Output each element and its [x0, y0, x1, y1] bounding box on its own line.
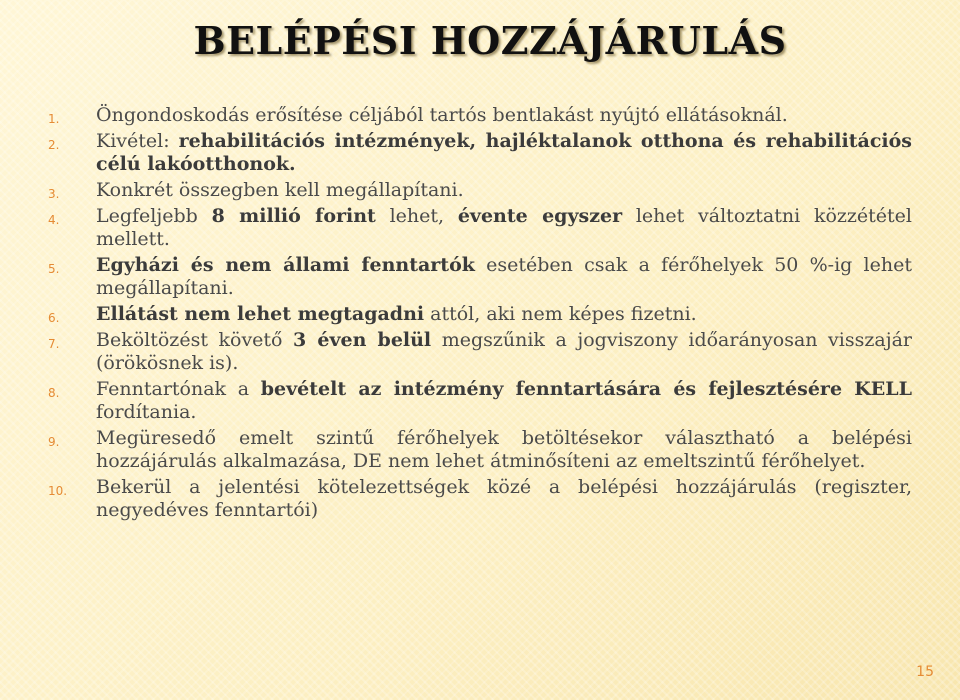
text-segment: Konkrét összegben kell megállapítani.	[96, 179, 464, 201]
text-segment: megszűnik a jogviszony időarányosan visszajár (örökösnek is).	[96, 329, 912, 374]
emphasized-text: 8 millió forint	[211, 205, 376, 227]
list-item	[48, 476, 912, 522]
list-item-number: 8.	[48, 386, 60, 400]
list-item-text	[96, 427, 912, 472]
list-item-number: 1.	[48, 112, 60, 126]
list-item-number: 6.	[48, 311, 60, 325]
list-item	[48, 254, 912, 300]
list-item-number: 7.	[48, 337, 60, 351]
list-item	[48, 329, 912, 375]
text-segment: Kivétel:	[96, 130, 179, 152]
list-item-text	[96, 179, 464, 201]
list-item-text	[96, 303, 697, 325]
list-item	[48, 104, 912, 127]
numbered-list	[48, 104, 912, 525]
emphasized-text: rehabilitációs intézmények, hajléktalanok otthona és rehabilitációs célú lakóotthonok.	[96, 130, 912, 175]
emphasized-text: Egyházi és nem állami fenntartók	[96, 254, 475, 276]
list-item-number: 3.	[48, 187, 60, 201]
list-item-number: 2.	[48, 138, 60, 152]
list-item-text	[96, 205, 912, 250]
list-item-number: 4.	[48, 213, 60, 227]
page-number: 15	[916, 664, 934, 680]
text-segment: Bekerül a jelentési kötelezettségek közé a belépési hozzájárulás (regiszter, negyedéves fenntartói)	[96, 476, 912, 521]
text-segment: Legfeljebb	[96, 205, 212, 227]
list-item-text	[96, 104, 788, 126]
text-segment: fordítania.	[96, 401, 197, 423]
emphasized-text: Ellátást nem lehet megtagadni	[96, 303, 425, 325]
text-segment: lehet,	[375, 205, 458, 227]
list-item	[48, 205, 912, 251]
list-item-number: 9.	[48, 435, 60, 449]
list-item	[48, 130, 912, 176]
list-item	[48, 378, 912, 424]
text-segment: Megüresedő emelt szintű férőhelyek betöltésekor választható a belépési hozzájárulás alkalmazása, DE nem lehet átminősíteni az emeltszintű férőhelyet.	[96, 427, 912, 472]
list-item-text	[96, 254, 912, 299]
text-segment: esetében csak a férőhelyek 50 %-ig lehet megállapítani.	[96, 254, 912, 299]
slide-title: BELÉPÉSI HOZZÁJÁRULÁS	[193, 18, 787, 63]
list-item	[48, 179, 912, 202]
text-segment: Beköltözést követő	[96, 329, 294, 351]
emphasized-text: évente egyszer	[457, 205, 623, 227]
emphasized-text: bevételt az intézmény fenntartására és fejlesztésére KELL	[260, 378, 912, 400]
list-item-number: 5.	[48, 262, 60, 276]
list-item-text	[96, 476, 912, 521]
list-item-text	[96, 130, 912, 175]
emphasized-text: 3 éven belül	[293, 329, 432, 351]
list-item-number: 10.	[48, 484, 68, 498]
list-item	[48, 303, 912, 326]
text-segment: lehet változtatni közzététel mellett.	[96, 205, 912, 250]
list-item	[48, 427, 912, 473]
list-item-text	[96, 329, 912, 374]
list-item-text	[96, 378, 912, 423]
text-segment: attól, aki nem képes fizetni.	[424, 303, 697, 325]
text-segment: Öngondoskodás erősítése céljából tartós bentlakást nyújtó ellátásoknál.	[96, 104, 788, 126]
text-segment: Fenntartónak a	[96, 378, 261, 400]
